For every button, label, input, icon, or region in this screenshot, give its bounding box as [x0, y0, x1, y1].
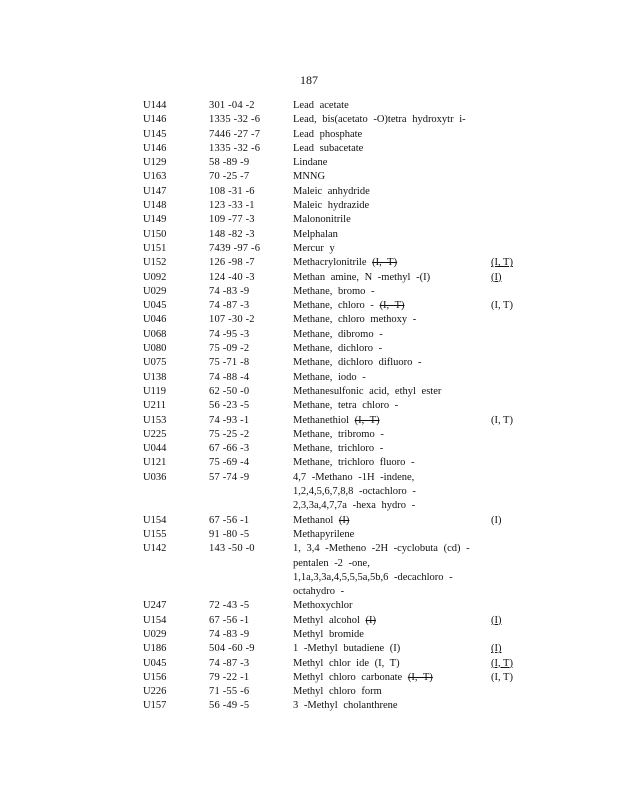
table-row	[143, 142, 523, 156]
table-row	[143, 213, 523, 227]
cas-number: 108 -31 -6	[209, 185, 255, 197]
substance-name-line	[293, 385, 491, 399]
table-row	[143, 657, 523, 671]
substance-name-text: Methane, chloro -	[293, 300, 374, 312]
waste-code: U148	[143, 200, 167, 212]
substance-name	[293, 256, 491, 270]
substance-name	[293, 342, 491, 356]
waste-code: U075	[143, 357, 167, 369]
cas-number: 75 -09 -2	[209, 343, 250, 355]
cas-number: 1335 -32 -6	[209, 142, 261, 154]
substance-name	[293, 514, 491, 528]
substance-name	[293, 170, 491, 184]
table-row	[143, 285, 523, 299]
substance-name-line	[293, 328, 491, 342]
substance-name	[293, 228, 491, 242]
substance-name	[293, 528, 491, 542]
struck-hazard-code: (I, T)	[407, 671, 433, 683]
hazard-code: (I, T)	[491, 671, 513, 683]
cas-number: 109 -77 -3	[209, 214, 255, 226]
substance-name-text: octahydro -	[293, 586, 345, 598]
substance-name-line	[293, 99, 491, 113]
waste-code: U247	[143, 600, 167, 612]
substance-name	[293, 99, 491, 113]
struck-hazard-code: (I, T)	[379, 300, 405, 312]
hazard-code: (I, T)	[491, 300, 513, 312]
substance-name-text: 1,1a,3,3a,4,5,5,5a,5b,6 -decachloro -	[293, 571, 453, 583]
substance-name-line	[293, 542, 491, 556]
waste-code: U029	[143, 628, 167, 640]
table-row	[143, 399, 523, 413]
cas-number: 75 -69 -4	[209, 457, 250, 469]
hazard-code: (I, T)	[491, 657, 513, 669]
substance-name-line	[293, 371, 491, 385]
waste-code: U154	[143, 614, 167, 626]
substance-name	[293, 299, 491, 313]
cas-number: 75 -25 -2	[209, 428, 250, 440]
substance-name-line	[293, 628, 491, 642]
hazard-code: (I)	[491, 643, 502, 655]
substance-name-text: 1,2,4,5,6,7,8,8 -octachloro -	[293, 486, 416, 498]
substance-name-line	[293, 170, 491, 184]
substance-name	[293, 313, 491, 327]
substance-name-text: Methyl chloro carbonate	[293, 671, 403, 683]
table-row	[143, 299, 523, 313]
substance-name-text: 3 -Methyl cholanthrene	[293, 700, 398, 712]
substance-name-text: MNNG	[293, 171, 326, 183]
substance-name-line	[293, 313, 491, 327]
table-row	[143, 628, 523, 642]
substance-name-text: 2,3,3a,4,7,7a -hexa hydro -	[293, 500, 416, 512]
cas-number: 67 -56 -1	[209, 514, 250, 526]
substance-name	[293, 614, 491, 628]
waste-code: U145	[143, 128, 167, 140]
page-number: 187	[300, 73, 318, 87]
substance-name-line	[293, 657, 491, 671]
substance-name-text: Methane, dichloro difluoro -	[293, 357, 422, 369]
substance-name-line	[293, 213, 491, 227]
table-row	[143, 185, 523, 199]
substance-name	[293, 328, 491, 342]
table-row	[143, 128, 523, 142]
cas-number: 56 -23 -5	[209, 400, 250, 412]
substance-name	[293, 285, 491, 299]
substance-name-line	[293, 128, 491, 142]
table-row	[143, 642, 523, 656]
substance-name-text: Maleic hydrazide	[293, 200, 370, 212]
cas-number: 79 -22 -1	[209, 671, 250, 683]
table-row	[143, 199, 523, 213]
substance-name	[293, 456, 491, 470]
table-row	[143, 414, 523, 428]
waste-code: U144	[143, 100, 167, 111]
cas-number: 74 -87 -3	[209, 300, 250, 312]
waste-code: U153	[143, 414, 167, 426]
substance-name-line	[293, 557, 491, 571]
substance-name	[293, 271, 491, 285]
substance-name	[293, 371, 491, 385]
substance-name-line	[293, 456, 491, 470]
table-row	[143, 699, 523, 713]
table-row	[143, 514, 523, 528]
substance-name-text: Methane, chloro methoxy -	[293, 314, 417, 326]
table-row	[143, 313, 523, 327]
waste-code: U080	[143, 343, 167, 355]
substance-name-line	[293, 285, 491, 299]
waste-code: U226	[143, 686, 167, 698]
substance-name	[293, 142, 491, 156]
cas-number: 107 -30 -2	[209, 314, 255, 326]
cas-number: 74 -88 -4	[209, 371, 250, 383]
substance-name-line	[293, 528, 491, 542]
substance-name	[293, 356, 491, 370]
waste-code: U151	[143, 242, 167, 254]
table-row	[143, 99, 523, 113]
substance-name-text: Methane, dibromo -	[293, 328, 383, 340]
table-row	[143, 614, 523, 628]
cas-number: 72 -43 -5	[209, 600, 250, 612]
hazard-code: (I, T)	[491, 257, 513, 269]
cas-number: 91 -80 -5	[209, 528, 250, 540]
substance-name	[293, 642, 491, 656]
hazard-code: (I)	[491, 614, 502, 626]
table-row	[143, 256, 523, 270]
table-row	[143, 342, 523, 356]
substance-name	[293, 671, 491, 685]
substance-name-text: Maleic anhydride	[293, 185, 370, 197]
substance-name-text: 1 -Methyl butadiene (I)	[293, 643, 401, 655]
substance-name-line	[293, 414, 491, 428]
waste-code: U152	[143, 257, 167, 269]
substance-name-line	[293, 442, 491, 456]
table-row	[143, 228, 523, 242]
waste-code: U149	[143, 214, 167, 226]
cas-number: 67 -66 -3	[209, 443, 250, 455]
substance-name	[293, 542, 491, 599]
substance-name-text: Methanethiol	[293, 414, 349, 426]
substance-name-text: Methane, tetra chloro -	[293, 400, 399, 412]
cas-number: 74 -87 -3	[209, 657, 250, 669]
table-row	[143, 671, 523, 685]
substance-name-text: Lead phosphate	[293, 128, 363, 140]
waste-code: U163	[143, 171, 167, 183]
waste-code: U045	[143, 300, 167, 312]
substance-name-line	[293, 671, 491, 685]
waste-code: U119	[143, 385, 166, 397]
waste-code: U045	[143, 657, 167, 669]
cas-number: 74 -93 -1	[209, 414, 250, 426]
substance-name-text: 4,7 -Methano -1H -indene,	[293, 471, 415, 483]
substance-name-text: Lead, bis(acetato -O)tetra hydroxytr i-	[293, 114, 466, 126]
substance-name-text: Malononitrile	[293, 214, 351, 226]
table-row	[143, 328, 523, 342]
substance-name-line	[293, 614, 491, 628]
waste-code: U154	[143, 514, 167, 526]
waste-code: U068	[143, 328, 167, 340]
cas-number: 75 -71 -8	[209, 357, 250, 369]
substance-name	[293, 428, 491, 442]
table-row	[143, 242, 523, 256]
cas-number: 62 -50 -0	[209, 385, 250, 397]
cas-number: 126 -98 -7	[209, 257, 255, 269]
substance-name-line	[293, 271, 491, 285]
substance-name-line	[293, 699, 491, 713]
substance-name	[293, 128, 491, 142]
hazard-code: (I)	[491, 271, 502, 283]
cas-number: 74 -83 -9	[209, 628, 250, 640]
cas-number: 57 -74 -9	[209, 471, 250, 483]
table-row	[143, 442, 523, 456]
cas-number: 71 -55 -6	[209, 686, 250, 698]
substance-name	[293, 385, 491, 399]
hazard-code: (I)	[491, 514, 502, 526]
substance-name-line	[293, 485, 491, 499]
waste-code: U157	[143, 700, 167, 712]
cas-number: 123 -33 -1	[209, 200, 255, 212]
substance-name-text: Methyl bromide	[293, 628, 364, 640]
cas-number: 148 -82 -3	[209, 228, 255, 240]
substance-name-line	[293, 428, 491, 442]
substance-name-text: Methacrylonitrile	[293, 257, 367, 269]
waste-code: U129	[143, 157, 167, 169]
cas-number: 70 -25 -7	[209, 171, 250, 183]
cas-number: 301 -04 -2	[209, 100, 255, 111]
substance-name	[293, 185, 491, 199]
substance-name	[293, 213, 491, 227]
table-row	[143, 428, 523, 442]
cas-number: 1335 -32 -6	[209, 114, 261, 126]
waste-code: U156	[143, 671, 167, 683]
substance-name-text: Lead acetate	[293, 100, 349, 111]
substance-name-line	[293, 156, 491, 170]
substance-name	[293, 699, 491, 713]
waste-code: U146	[143, 142, 167, 154]
substance-name-text: Methane, dichloro -	[293, 343, 383, 355]
table-row	[143, 385, 523, 399]
substance-name-line	[293, 242, 491, 256]
substance-name-line	[293, 199, 491, 213]
substance-name-text: Melphalan	[293, 228, 338, 240]
waste-code: U036	[143, 471, 167, 483]
hazardous-waste-table	[143, 99, 523, 714]
substance-name-text: Methane, tribromo -	[293, 428, 384, 440]
waste-code: U092	[143, 271, 167, 283]
waste-code: U044	[143, 443, 167, 455]
table-row	[143, 371, 523, 385]
waste-code: U046	[143, 314, 167, 326]
substance-name-line	[293, 113, 491, 127]
substance-name	[293, 399, 491, 413]
waste-code: U225	[143, 428, 167, 440]
substance-name-line	[293, 228, 491, 242]
waste-code: U146	[143, 114, 167, 126]
cas-number: 124 -40 -3	[209, 271, 255, 283]
cas-number: 143 -50 -0	[209, 543, 255, 555]
cas-number: 74 -95 -3	[209, 328, 250, 340]
substance-name-line	[293, 342, 491, 356]
substance-name-text: Methanesulfonic acid, ethyl ester	[293, 385, 442, 397]
waste-code: U186	[143, 643, 167, 655]
waste-code: U121	[143, 457, 167, 469]
substance-name-text: Lead subacetate	[293, 142, 364, 154]
substance-name-line	[293, 571, 491, 585]
substance-name	[293, 657, 491, 671]
substance-name-line	[293, 399, 491, 413]
substance-name-text: Methane, trichloro -	[293, 443, 384, 455]
waste-code: U147	[143, 185, 167, 197]
table-row	[143, 685, 523, 699]
substance-name-line	[293, 599, 491, 613]
substance-name-text: Methoxychlor	[293, 600, 353, 612]
substance-name	[293, 442, 491, 456]
substance-name	[293, 113, 491, 127]
struck-hazard-code: (I)	[338, 514, 350, 526]
cas-number: 56 -49 -5	[209, 700, 250, 712]
substance-name-line	[293, 499, 491, 513]
waste-code: U029	[143, 285, 167, 297]
substance-name	[293, 628, 491, 642]
cas-number: 67 -56 -1	[209, 614, 250, 626]
substance-name-line	[293, 514, 491, 528]
substance-name-text: Methapyrilene	[293, 528, 355, 540]
substance-name-line	[293, 685, 491, 699]
substance-name-line	[293, 356, 491, 370]
substance-name	[293, 156, 491, 170]
substance-name-line	[293, 256, 491, 270]
substance-name-text: Methane, bromo -	[293, 285, 375, 297]
substance-name-line	[293, 585, 491, 599]
substance-name-text: Methan amine, N -methyl -(I)	[293, 271, 431, 283]
waste-code: U138	[143, 371, 167, 383]
struck-hazard-code: (I)	[365, 614, 376, 626]
table-row	[143, 170, 523, 184]
table-row	[143, 471, 523, 514]
cas-number: 7439 -97 -6	[209, 242, 261, 254]
table-row	[143, 113, 523, 127]
cas-number: 7446 -27 -7	[209, 128, 261, 140]
struck-hazard-code: (I, T)	[372, 257, 398, 269]
substance-name-text: Methane, trichloro fluoro -	[293, 457, 415, 469]
substance-name-text: Methyl chloro form	[293, 686, 382, 698]
substance-name	[293, 685, 491, 699]
table-row	[143, 156, 523, 170]
substance-name-text: Lindane	[293, 157, 328, 169]
waste-code: U142	[143, 543, 167, 555]
substance-name	[293, 242, 491, 256]
hazard-code: (I, T)	[491, 414, 513, 426]
substance-name-line	[293, 471, 491, 485]
table-row	[143, 356, 523, 370]
substance-name-line	[293, 185, 491, 199]
waste-code: U211	[143, 400, 166, 412]
substance-name-text: Mercur y	[293, 242, 335, 254]
cas-number: 74 -83 -9	[209, 285, 250, 297]
substance-name-line	[293, 142, 491, 156]
substance-name-text: Methyl alcohol	[293, 614, 360, 626]
substance-name-text: Methyl chlor ide (I, T)	[293, 657, 400, 669]
table-row	[143, 528, 523, 542]
table-row	[143, 456, 523, 470]
table-row	[143, 271, 523, 285]
substance-name	[293, 471, 491, 514]
waste-code: U150	[143, 228, 167, 240]
substance-name-line	[293, 642, 491, 656]
substance-name-text: pentalen -2 -one,	[293, 557, 370, 569]
substance-name	[293, 599, 491, 613]
substance-name	[293, 199, 491, 213]
substance-name	[293, 414, 491, 428]
cas-number: 504 -60 -9	[209, 643, 255, 655]
substance-name-text: Methanol	[293, 514, 334, 526]
table-row	[143, 599, 523, 613]
cas-number: 58 -89 -9	[209, 157, 250, 169]
substance-name-line	[293, 299, 491, 313]
table-row	[143, 542, 523, 599]
waste-code: U155	[143, 528, 167, 540]
substance-name-text: 1, 3,4 -Metheno -2H -cyclobuta (cd) -	[293, 543, 470, 555]
substance-name-text: Methane, iodo -	[293, 371, 366, 383]
struck-hazard-code: (I, T)	[354, 414, 380, 426]
